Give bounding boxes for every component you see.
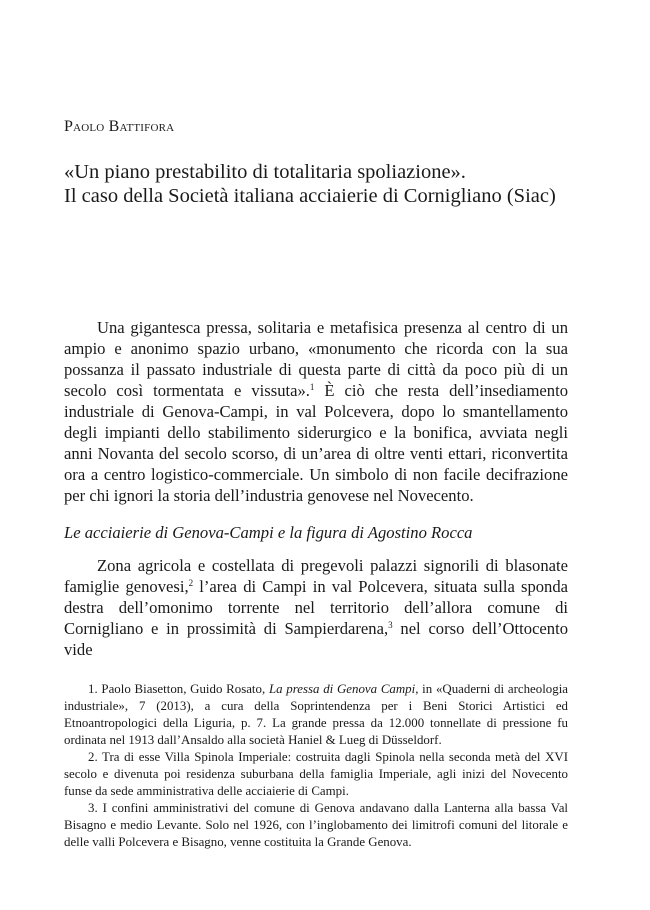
footnote-1: [64, 681, 568, 749]
footnote-3: 3. I confini amministrativi del comune di Genova andavano dalla Lanterna alla bassa Val Bisagno e medio Levante. Solo nel 1926, con l’inglobamento dei limitrofi comuni del litorale e delle valli Polcevera e Bisagno, venne costituita la Grande Genova.: [64, 801, 568, 849]
intro-text-b: È ciò che resta dell’insediamento industriale di Genova-Campi, in val Polcevera, dopo lo smantellamento degli impianti dello stabilimento siderurgico e la bonifica, avviata negli anni Novanta del secolo scorso, di un’area di oltre venti ettari, riconvertita ora a centro logistico-commerciale. Un simbolo di non facile decifrazione per chi ignori la storia dell’industria genovese nel Novecento.: [64, 381, 568, 505]
section-text-c: nel corso dell’Ottocento vide: [64, 619, 568, 659]
section-paragraph-block: [64, 555, 568, 660]
footnote-ref-2[interactable]: 2: [188, 578, 194, 588]
intro-text-a: Una gigantesca pressa, solitaria e metafisica presenza al centro di un ampio e anonimo spazio urbano, «monumento che ricorda con la sua possanza il passato industriale di questa parte di città da poco più di un secolo così tormentata e vissuta».: [64, 318, 568, 400]
footnote-2: 2. Tra di esse Villa Spinola Imperiale: costruita dagli Spinola nella seconda metà del XVI secolo e divenuta poi residenza suburbana della famiglia Imperiale, agli inizi del Novecento funse da sede amministrativa delle acciaierie di Campi.: [64, 750, 568, 798]
author-first-name: Paolo: [64, 118, 105, 135]
author-last-name: Battifora: [108, 118, 175, 135]
footnote-1-pre: 1. Paolo Biasetton, Guido Rosato,: [88, 682, 269, 696]
footnote-1-post: , in «Quaderni di archeologia industriale», 7 (2013), a cura della Soprintendenza per i Beni Storici Artistici ed Etnoantropologici della Liguria, p. 7. La grande pressa da 12.000 tonnellate di pressione fu ordinata nel 1913 dall’Ansaldo alla società Haniel & Lueg di Düsseldorf.: [64, 682, 569, 747]
section-text-a: Zona agricola e costellata di pregevoli palazzi signorili di blasonate famiglie genovesi,: [64, 556, 568, 596]
section-heading: Le acciaierie di Genova-Campi e la figura di Agostino Rocca: [64, 523, 473, 542]
intro-paragraph-block: [64, 317, 568, 506]
chapter-title: [64, 160, 568, 208]
chapter-author: [64, 118, 568, 136]
footnote-ref-3[interactable]: 3: [388, 620, 393, 630]
footnote-1-book-title: La pressa di Genova Campi: [268, 682, 416, 696]
chapter-title-line-2: Il caso della Società italiana acciaierie di Cornigliano (Siac): [64, 185, 556, 207]
footnote-ref-1[interactable]: 1: [309, 382, 315, 392]
section-text-b: l’area di Campi in val Polcevera, situata sulla sponda destra dell’omonimo torrente nel territorio dell’allora comune di Cornigliano e in prossimità di Sampierdarena,: [64, 577, 568, 638]
section-paragraph: [64, 555, 568, 660]
chapter-title-line-1: «Un piano prestabilito di totalitaria spoliazione».: [64, 161, 466, 183]
footnotes: [64, 681, 568, 851]
intro-paragraph: [64, 317, 568, 506]
